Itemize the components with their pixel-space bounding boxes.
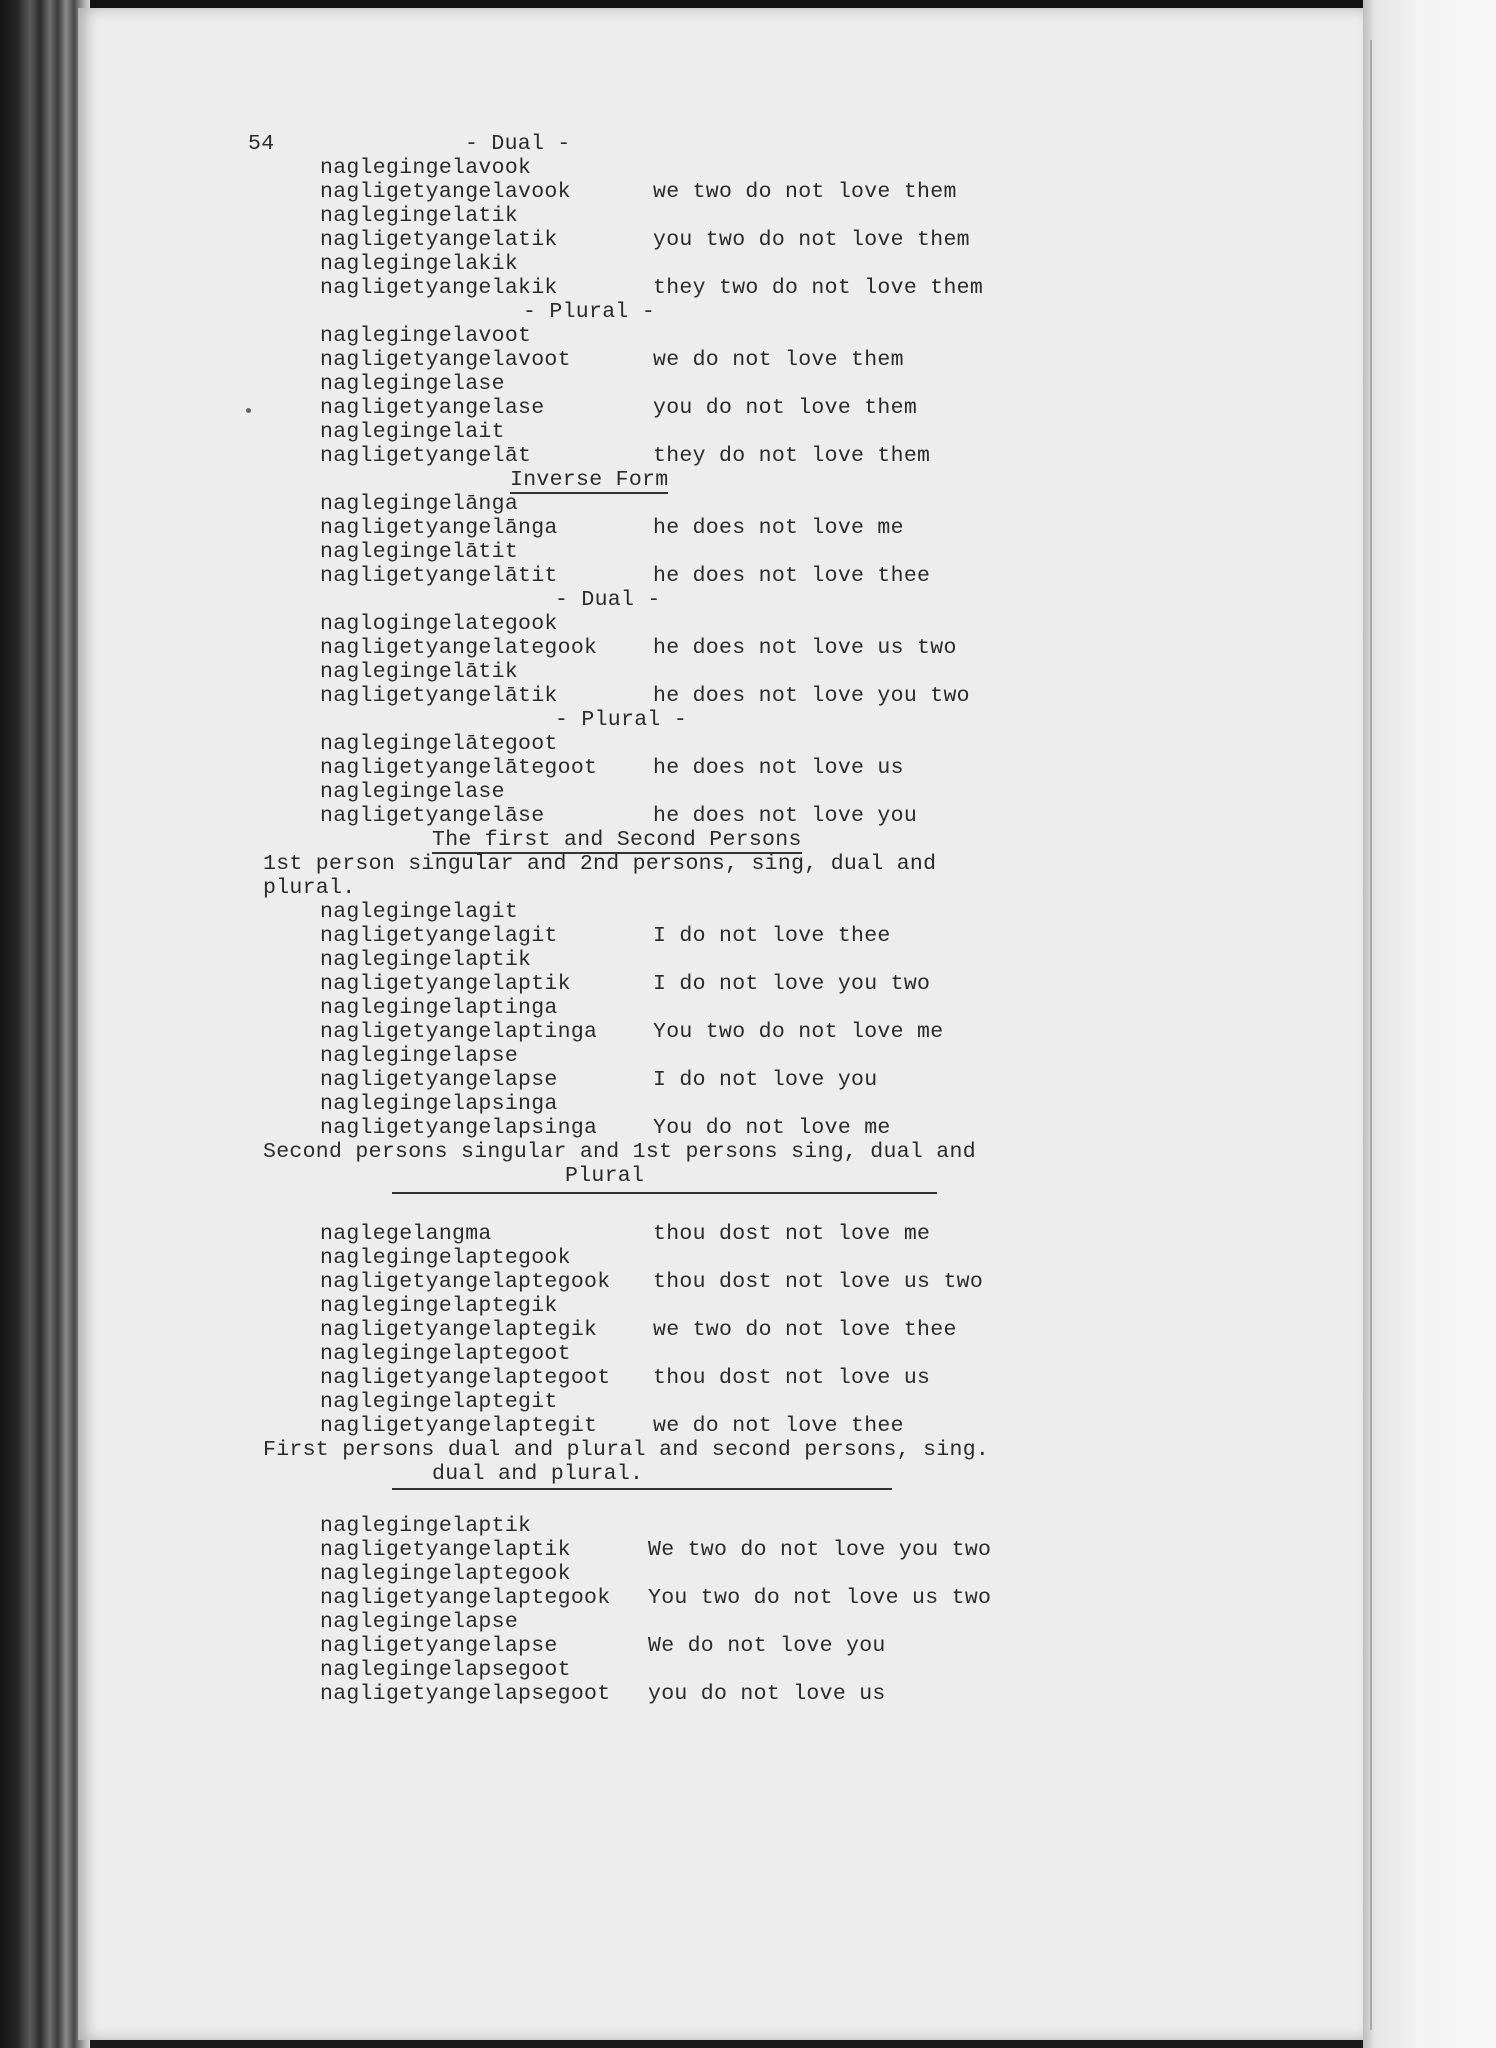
text-line: we two do not love them: [653, 180, 957, 204]
text-line: naglegingelaptegook: [320, 1562, 571, 1586]
page-number: 54: [248, 132, 275, 156]
text-line: they two do not love them: [653, 276, 984, 300]
text-line: nagligetyangelapse: [320, 1068, 558, 1092]
section-rule-2: [392, 1488, 892, 1490]
section-rule-1: [392, 1192, 937, 1194]
text-line: First persons dual and plural and second persons, sing.: [263, 1438, 990, 1462]
text-line: naglegingelapse: [320, 1610, 519, 1634]
text-line: plural.: [263, 876, 356, 900]
text-line: naglegingelatik: [320, 204, 519, 228]
text-line: naglegingelapse: [320, 1044, 519, 1068]
text-line: nagligetyangelaptegook: [320, 1586, 611, 1610]
text-line: nagligetyangelātik: [320, 684, 558, 708]
section-heading: The first and Second Persons: [432, 828, 802, 852]
text-line: You do not love me: [653, 1116, 891, 1140]
text-line: he does not love you two: [653, 684, 970, 708]
text-line: nagligetyangelaptegoot: [320, 1366, 611, 1390]
text-line: we do not love thee: [653, 1414, 904, 1438]
text-line: naglegingelavoot: [320, 324, 532, 348]
text-line: naglegingelaptik: [320, 1514, 532, 1538]
text-line: he does not love us: [653, 756, 904, 780]
text-line: naglegingelase: [320, 780, 505, 804]
text-line: nagligetyangelānga: [320, 516, 558, 540]
text-line: nagligetyangelatik: [320, 228, 558, 252]
text-line: We two do not love you two: [648, 1538, 992, 1562]
text-line: nagligetyangelavook: [320, 180, 571, 204]
text-line: I do not love you two: [653, 972, 931, 996]
text-line: I do not love you: [653, 1068, 878, 1092]
text-line: nagligetyangelapsegoot: [320, 1682, 611, 1706]
text-line: thou dost not love me: [653, 1222, 931, 1246]
text-line: naglegingelānga: [320, 492, 519, 516]
text-line: nagligetyangelavoot: [320, 348, 571, 372]
book-spine-edge: [0, 0, 90, 2048]
text-line: he does not love me: [653, 516, 904, 540]
text-line: he does not love you: [653, 804, 918, 828]
text-line: naglegingelait: [320, 420, 505, 444]
text-line: naglegingelapsinga: [320, 1092, 558, 1116]
text-line: You two do not love me: [653, 1020, 944, 1044]
text-line: nagligetyangelaptegook: [320, 1270, 611, 1294]
text-line: nagligetyangelāt: [320, 444, 532, 468]
text-line: naglegingelaptegook: [320, 1246, 571, 1270]
text-line: nagligetyangelategook: [320, 636, 598, 660]
text-line: nagligetyangelaptinga: [320, 1020, 598, 1044]
text-line: Second persons singular and 1st persons sing, dual and: [263, 1140, 976, 1164]
text-line: thou dost not love us: [653, 1366, 931, 1390]
text-line: naglegingelaptinga: [320, 996, 558, 1020]
text-line: Plural: [565, 1164, 645, 1188]
text-line: naglegingelaptegik: [320, 1294, 558, 1318]
text-line: he does not love us two: [653, 636, 957, 660]
text-line: nagligetyangelātit: [320, 564, 558, 588]
text-line: you do not love us: [648, 1682, 886, 1706]
text-line: nagligetyangelātegoot: [320, 756, 598, 780]
text-line: 1st person singular and 2nd persons, sing, dual and: [263, 852, 937, 876]
text-line: naglegelangma: [320, 1222, 492, 1246]
facing-page-edge: [1363, 0, 1496, 2048]
text-line: nagligetyangelapsinga: [320, 1116, 598, 1140]
text-line: You two do not love us two: [648, 1586, 992, 1610]
text-line: nagligetyangelase: [320, 396, 545, 420]
text-line: naglegingelātik: [320, 660, 519, 684]
page-fold-line: [1370, 40, 1372, 2030]
text-line: thou dost not love us two: [653, 1270, 984, 1294]
text-line: naglegingelavook: [320, 156, 532, 180]
text-line: naglegingelapsegoot: [320, 1658, 571, 1682]
text-line: nagligetyangelaptegit: [320, 1414, 598, 1438]
text-line: nagligetyangelaptik: [320, 1538, 571, 1562]
text-line: dual and plural.: [432, 1462, 644, 1486]
text-line: nagligetyangelakik: [320, 276, 558, 300]
text-line: - Plural -: [555, 708, 688, 732]
text-line: naglogingelategook: [320, 612, 558, 636]
text-line: I do not love thee: [653, 924, 891, 948]
text-line: naglegingelaptik: [320, 948, 532, 972]
text-line: he does not love thee: [653, 564, 931, 588]
section-heading: Inverse Form: [510, 468, 669, 492]
text-line: nagligetyangelapse: [320, 1634, 558, 1658]
text-line: they do not love them: [653, 444, 931, 468]
text-line: naglegingelaptegoot: [320, 1342, 571, 1366]
text-line: - Dual -: [465, 132, 571, 156]
text-line: naglegingelātegoot: [320, 732, 558, 756]
text-line: naglegingelakik: [320, 252, 519, 276]
text-line: you two do not love them: [653, 228, 970, 252]
text-line: We do not love you: [648, 1634, 886, 1658]
text-line: naglegingelātit: [320, 540, 519, 564]
text-line: - Plural -: [523, 300, 656, 324]
text-line: naglegingelase: [320, 372, 505, 396]
text-line: naglegingelagit: [320, 900, 519, 924]
text-line: nagligetyangelaptik: [320, 972, 571, 996]
text-line: nagligetyangelaptegik: [320, 1318, 598, 1342]
text-line: we two do not love thee: [653, 1318, 957, 1342]
text-line: you do not love them: [653, 396, 918, 420]
text-line: nagligetyangelagit: [320, 924, 558, 948]
text-line: naglegingelaptegit: [320, 1390, 558, 1414]
text-line: nagligetyangelāse: [320, 804, 545, 828]
text-line: - Dual -: [555, 588, 661, 612]
text-line: we do not love them: [653, 348, 904, 372]
scan-speck: [246, 408, 251, 413]
